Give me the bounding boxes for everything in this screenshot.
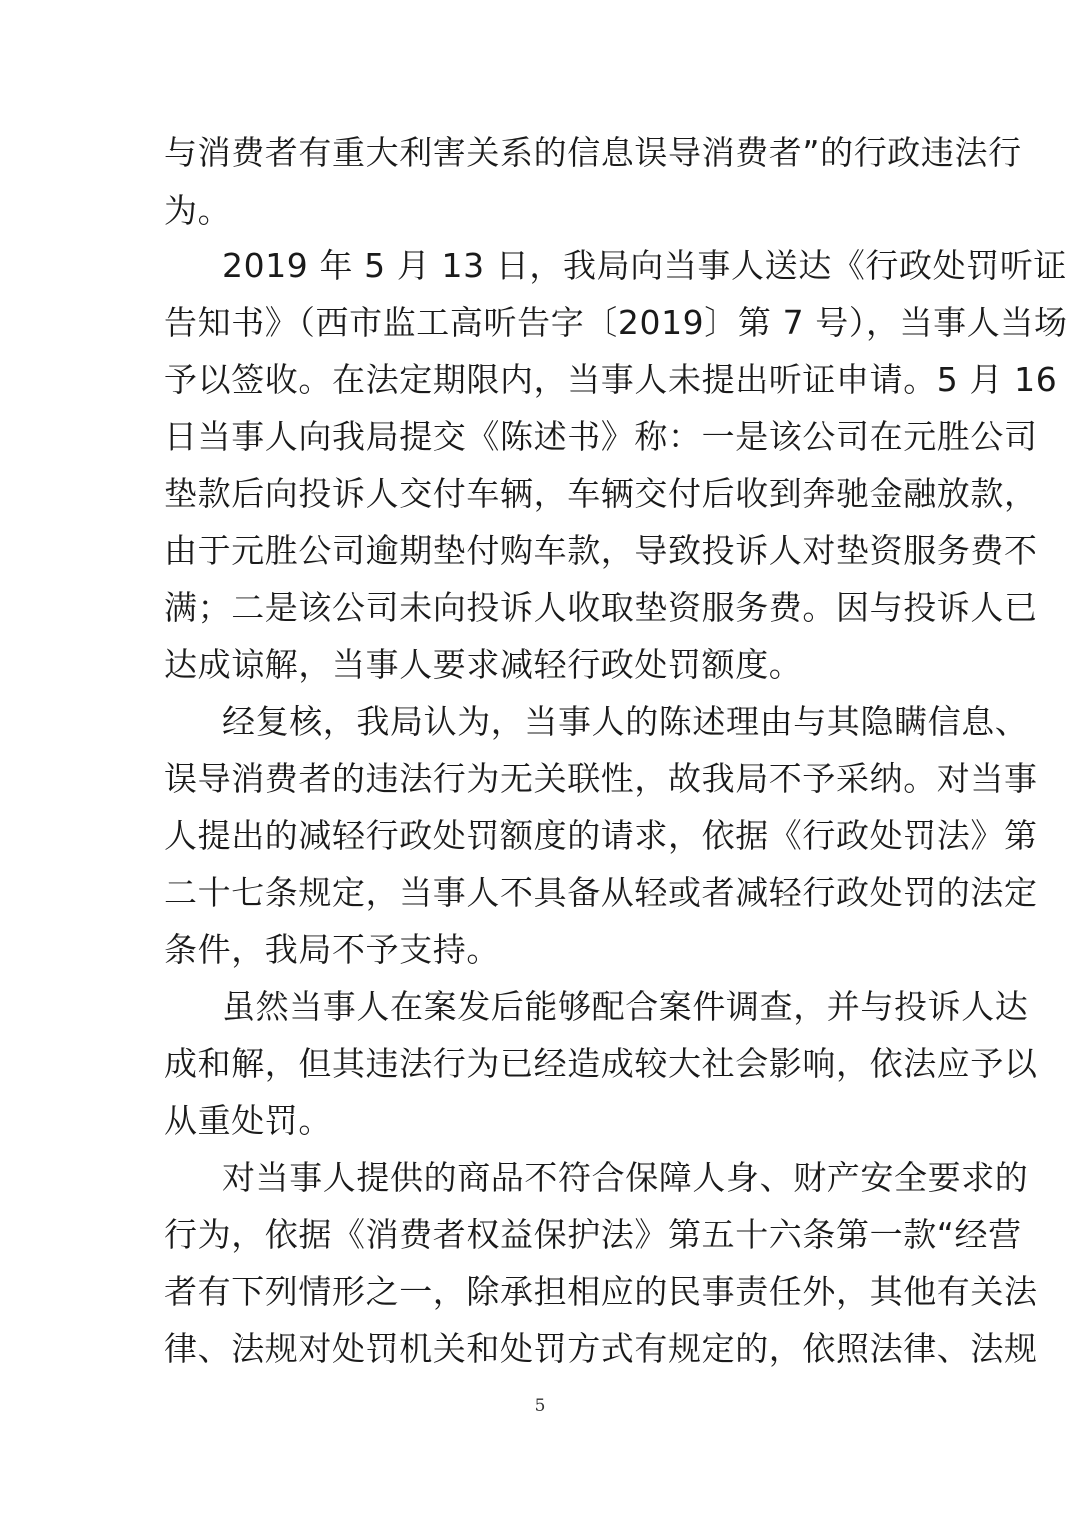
text-line: 人提出的减轻行政处罚额度的请求，依据《行政处罚法》第 <box>164 816 1038 855</box>
text-line: 满；二是该公司未向投诉人收取垫资服务费。因与投诉人已 <box>164 588 1038 627</box>
paragraph-first-line: 虽然当事人在案发后能够配合案件调查，并与投诉人达 <box>222 987 1029 1026</box>
text-line: 误导消费者的违法行为无关联性，故我局不予采纳。对当事 <box>164 759 1038 798</box>
paragraph-first-line: 对当事人提供的商品不符合保障人身、财产安全要求的 <box>222 1158 1029 1197</box>
text-line: 与消费者有重大利害关系的信息误导消费者”的行政违法行 <box>164 133 1022 172</box>
page-number: 5 <box>534 1396 546 1416</box>
text-line: 日当事人向我局提交《陈述书》称：一是该公司在元胜公司 <box>164 417 1038 456</box>
paragraph-first-line: 2019 年 5 月 13 日，我局向当事人送达《行政处罚听证 <box>222 246 1068 285</box>
paragraph-first-line: 经复核，我局认为，当事人的陈述理由与其隐瞒信息、 <box>222 702 1029 741</box>
text-line: 为。 <box>164 191 232 230</box>
text-line: 律、法规对处罚机关和处罚方式有规定的，依照法律、法规 <box>164 1329 1038 1368</box>
text-line: 从重处罚。 <box>164 1101 332 1140</box>
text-line: 二十七条规定，当事人不具备从轻或者减轻行政处罚的法定 <box>164 873 1038 912</box>
text-line: 行为，依据《消费者权益保护法》第五十六条第一款“经营 <box>164 1215 1022 1254</box>
text-line: 垫款后向投诉人交付车辆，车辆交付后收到奔驰金融放款， <box>164 474 1038 513</box>
text-line: 由于元胜公司逾期垫付购车款，导致投诉人对垫资服务费不 <box>164 531 1038 570</box>
text-line: 者有下列情形之一，除承担相应的民事责任外，其他有关法 <box>164 1272 1038 1311</box>
text-line: 条件，我局不予支持。 <box>164 930 500 969</box>
text-line: 予以签收。在法定期限内，当事人未提出听证申请。5 月 16 <box>164 360 1058 399</box>
text-line: 告知书》（西市监工高听告字〔2019〕第 7 号），当事人当场 <box>164 303 1068 342</box>
text-line: 达成谅解，当事人要求减轻行政处罚额度。 <box>164 645 803 684</box>
text-line: 成和解，但其违法行为已经造成较大社会影响，依法应予以 <box>164 1044 1038 1083</box>
